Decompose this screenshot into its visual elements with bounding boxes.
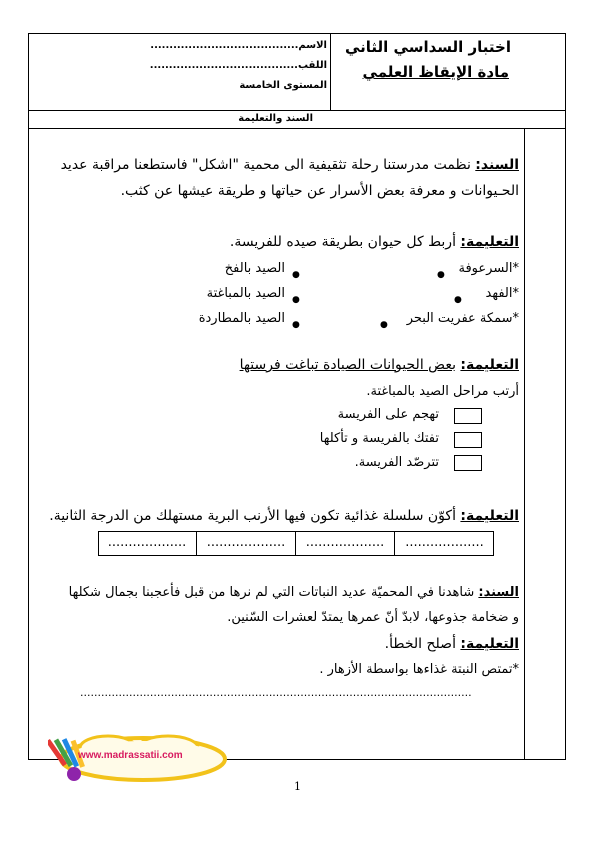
method-dot-2[interactable]	[292, 287, 300, 306]
sanad-2-label: السند:	[478, 585, 519, 600]
animal-dot-2[interactable]	[454, 287, 462, 306]
method-dot-3[interactable]	[292, 312, 300, 331]
task-3-label: التعليمة:	[460, 508, 519, 524]
level-label: المستوى الخامسة	[239, 80, 327, 91]
food-chain-cell-3[interactable]: ...................	[296, 531, 395, 555]
task-3-heading: التعليمة: أكوّن سلسلة غذائية تكون فيها الأرنب البرية مستهلك من الدرجة الثانية.	[49, 508, 519, 524]
method-1: الصيد بالفخ	[224, 261, 285, 276]
section-title-divider	[28, 128, 566, 129]
sanad-2-line1: السند: شاهدنا في المحميّة عديد النباتات التي لم نرها من قبل فأعجبنا بجمال شكلها	[68, 585, 519, 600]
subject-title: مادة الإيقاظ العلمي	[362, 63, 509, 81]
sanad-1-line2: الحـيوانات و معرفة بعض الأسرار عن حياتها و طريقة عيشها عن كثب.	[120, 183, 519, 199]
name-field[interactable]: الاسم.......................................	[150, 40, 327, 51]
task-2-label: التعليمة:	[460, 357, 519, 373]
animal-3: *سمكة عفريت البحر	[406, 311, 519, 326]
step-box-3[interactable]	[454, 455, 482, 471]
method-3: الصيد بالمطاردة	[198, 311, 285, 326]
animal-2: *الفهد	[485, 286, 519, 301]
task-2-heading: التعليمة: بعض الحيوانات الصيادة تباغت فرستها	[239, 357, 519, 373]
method-2: الصيد بالمباغتة	[206, 286, 285, 301]
step-2: تفتك بالفريسة و تأكلها	[319, 431, 439, 446]
task-4-statement: *تمتص النبتة غذاءها بواسطة الأزهار .	[319, 662, 519, 677]
answer-line[interactable]: ................................................................................................................	[80, 686, 472, 699]
animal-1: *السرعوفة	[458, 261, 519, 276]
food-chain-cell-1[interactable]: ...................	[98, 531, 197, 555]
step-1: تهجم على الفريسة	[337, 407, 439, 422]
task-4-heading: التعليمة: أصلح الخطأ.	[384, 636, 519, 652]
animal-dot-3[interactable]	[380, 312, 388, 331]
task-1-label: التعليمة:	[460, 234, 519, 250]
surname-field[interactable]: اللقب.......................................	[149, 60, 327, 71]
task-1-heading: التعليمة: أربط كل حيوان بطريقة صيده للفريسة.	[229, 234, 519, 250]
food-chain-cell-4[interactable]: ...................	[405, 535, 484, 550]
header-divider-horizontal	[28, 110, 566, 111]
sanad-2-line2: و ضخامة جذوعها، لابدّ أنّ عمرها يمتدّ لعشرات السّنين.	[227, 610, 519, 625]
method-dot-1[interactable]	[292, 262, 300, 281]
right-margin-line	[524, 128, 525, 760]
logo-text[interactable]: www.madrassatii.com	[78, 750, 183, 761]
exam-title: اختبار السداسي الثاني	[344, 38, 511, 56]
step-3: تترصّد الفريسة.	[354, 455, 439, 470]
sanad-1-label: السند:	[475, 157, 519, 173]
header-divider-vertical	[330, 33, 331, 110]
page-number: 1	[294, 780, 301, 793]
site-logo	[48, 728, 230, 788]
task-2-subtext: أرتب مراحل الصيد بالمباغتة.	[366, 384, 519, 399]
sanad-1-line1: السند: نظمت مدرستنا رحلة تثقيفية الى محمية "اشكل" فاستطعنا مراقبة عديد	[60, 157, 519, 173]
food-chain-cell-2[interactable]: ...................	[197, 531, 296, 555]
task-4-label: التعليمة:	[460, 636, 519, 652]
step-box-1[interactable]	[454, 408, 482, 424]
animal-dot-1[interactable]	[437, 262, 445, 281]
section-title: السند والتعليمة	[238, 113, 313, 124]
step-box-2[interactable]	[454, 432, 482, 448]
